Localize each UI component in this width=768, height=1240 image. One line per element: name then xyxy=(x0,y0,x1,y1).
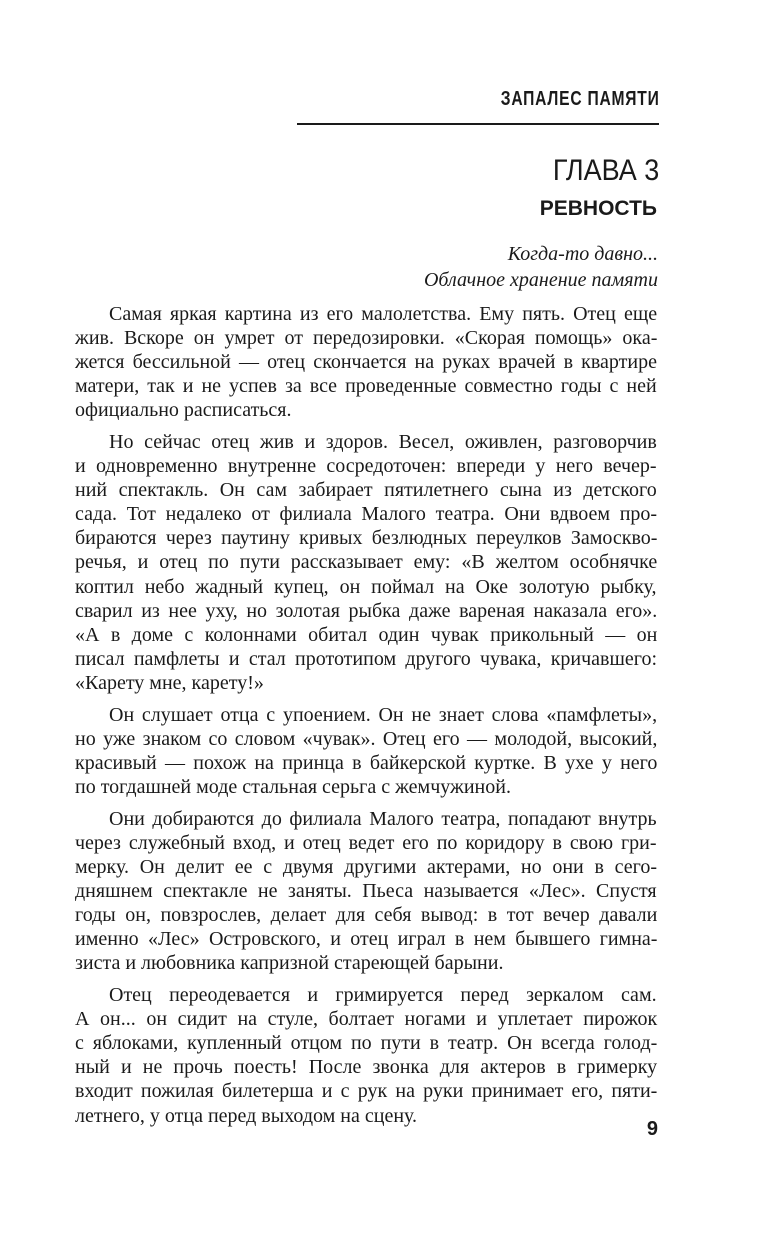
text-line: писал памфлеты и стал прототипом другого чувака, кричавшего: xyxy=(75,647,658,670)
text-line: по тогдашней моде стальная серьга с жемчужиной. xyxy=(75,775,511,798)
text-line: сварил из нее уху, но золотая рыбка даже вареная наказала его». xyxy=(75,599,658,622)
paragraph xyxy=(75,430,657,695)
text-line: мерку. Он делит ее с двумя другими актерами, но они в сего- xyxy=(75,856,658,879)
text-line: сада. Тот недалеко от филиала Малого театра. Они вдвоем про- xyxy=(75,503,658,526)
text-line: дняшнем спектакле не заняты. Пьеса называется «Лес». Спустя xyxy=(75,880,657,903)
text-line: через служебный вход, и отец ведет его по коридору в свою гри- xyxy=(75,831,657,854)
paragraph xyxy=(75,302,657,422)
paragraph xyxy=(75,703,657,799)
header-rule xyxy=(297,123,659,125)
text-line: «Карету мне, карету!» xyxy=(75,671,264,694)
text-line: бираются через паутину кривых безлюдных переулков Замоскво- xyxy=(75,527,658,550)
text-line: Они добираются до филиала Малого театра, попадают внутрь xyxy=(109,807,657,830)
chapter-title: РЕВНОСТЬ xyxy=(539,197,657,220)
text-line: официально расписаться. xyxy=(75,399,292,422)
body-text xyxy=(75,302,657,1128)
text-line: матери, так и не успев за все проведенные совместно годы с ней xyxy=(75,375,657,398)
text-line: Он слушает отца с упоением. Он не знает слова «памфлеты», xyxy=(109,703,658,726)
text-line: летнего, у отца перед выходом на сцену. xyxy=(75,1104,418,1127)
text-line: входит пожилая билетерша и с рук на руки принимает его, пяти- xyxy=(75,1080,658,1103)
text-line: Но сейчас отец жив и здоров. Весел, оживлен, разговорчив xyxy=(109,431,657,454)
text-line: красивый — похож на принца в байкерской куртке. В ухе у него xyxy=(75,751,658,774)
page-number: 9 xyxy=(646,1118,658,1140)
text-line: «А в доме с колоннами обитал один чувак прикольный — он xyxy=(75,623,658,646)
running-head: ЗАПАЛЕС ПАМЯТИ xyxy=(501,88,660,110)
epigraph-line: Облачное хранение памяти xyxy=(423,269,658,291)
text-line: жив. Вскоре он умрет от передозировки. «Скорая помощь» ока- xyxy=(75,327,658,350)
text-line: именно «Лес» Островского, и отец играл в нем бывшего гимна- xyxy=(75,928,658,951)
chapter-number: ГЛАВА 3 xyxy=(552,154,659,187)
text-line: Самая яркая картина из его малолетства. Ему пять. Отец еще xyxy=(109,303,658,325)
text-line: жется бессильной — отец скончается на руках врачей в квартире xyxy=(75,351,657,374)
text-line: Отец переодевается и гримируется перед зеркалом сам. xyxy=(109,984,657,1007)
text-line: коптил небо жадный купец, он поймал на Оке золотую рыбку, xyxy=(75,575,657,598)
text-line: но уже знаком со словом «чувак». Отец его — молодой, высокий, xyxy=(75,727,658,750)
paragraph xyxy=(75,983,657,1127)
epigraph-line: Когда-то давно... xyxy=(507,243,658,265)
paragraph xyxy=(75,807,657,975)
text-line: и одновременно внутренне сосредоточен: впереди у него вечер- xyxy=(75,455,657,478)
text-line: речья, и отец по пути рассказывает ему: «В желтом особнячке xyxy=(75,551,658,574)
text-line: ный и не прочь поесть! После звонка для актеров в гримерку xyxy=(75,1056,658,1079)
epigraph xyxy=(238,241,658,293)
text-line: с яблоками, купленный отцом по пути в театр. Он всегда голод- xyxy=(75,1032,658,1055)
text-line: зиста и любовника капризной стареющей барыни. xyxy=(75,952,504,975)
text-line: А он... он сидит на стуле, болтает ногами и уплетает пирожок xyxy=(75,1008,658,1031)
text-line: ний спектакль. Он сам забирает пятилетнего сына из детского xyxy=(75,479,657,502)
text-line: годы он, повзрослев, делает для себя вывод: в тот вечер давали xyxy=(75,904,658,927)
